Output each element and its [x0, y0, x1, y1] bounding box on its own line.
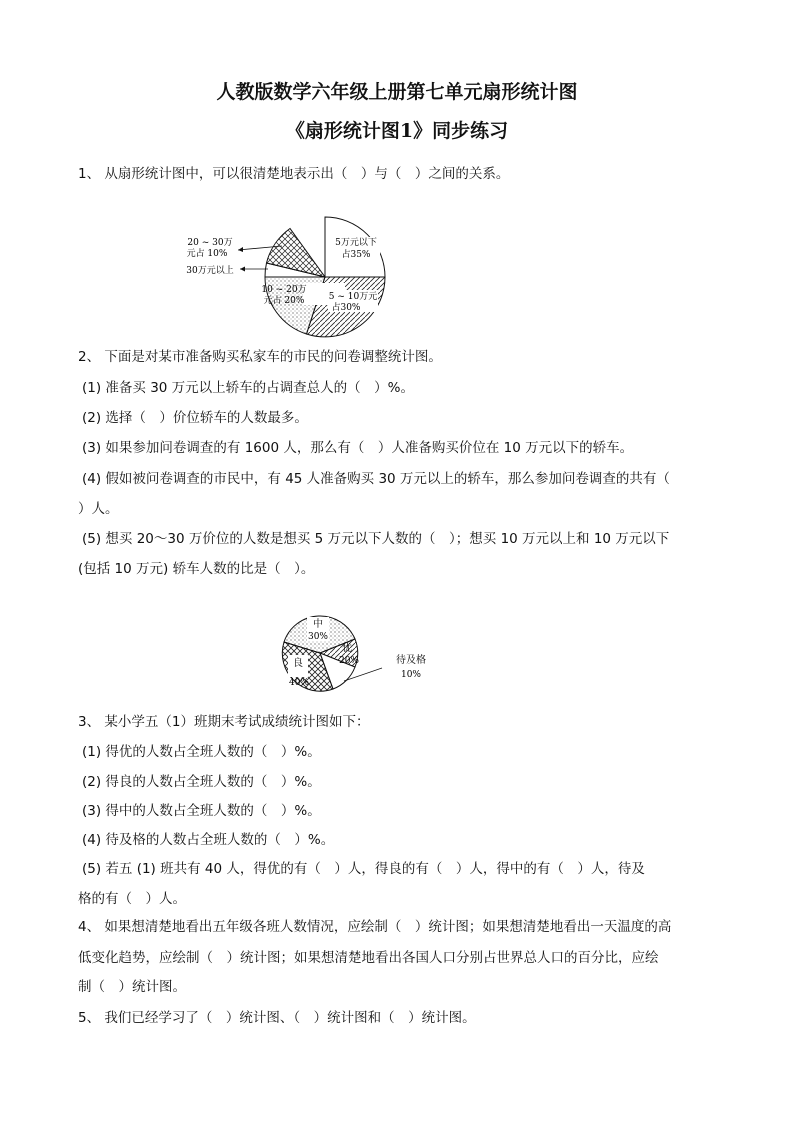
question-3-part-5: (5) 若五 (1) 班共有 40 人，得优的有（ ）人，得良的有（ ）人，得中的有（ ）人，待及 — [82, 861, 645, 877]
label-30wan-plus: 30万元以上 — [186, 266, 234, 276]
question-5: 5、 我们已经学习了（ ）统计图、（ ）统计图和（ ）统计图。 — [78, 1010, 476, 1026]
question-3-intro: 3、 某小学五（1）班期末考试成绩统计图如下： — [78, 714, 370, 730]
label-under-5wan: 5万元以下 — [335, 238, 377, 248]
question-2-part-5-cont: (包括 10 万元) 轿车人数的比是（ ）。 — [78, 561, 315, 577]
pct-you: 20% — [338, 656, 360, 666]
pct-liang: 40% — [288, 678, 310, 688]
pct-under-5wan: 占35% — [341, 250, 371, 260]
pct-zhong: 30% — [307, 632, 329, 642]
pct-daijige: 10% — [400, 670, 422, 680]
page-subtitle: 《扇形统计图1》同步练习 — [285, 120, 509, 142]
page-title: 人教版数学六年级上册第七单元扇形统计图 — [216, 81, 578, 103]
question-4-cont-1: 低变化趋势，应绘制（ ）统计图；如果想清楚地看出各国人口分别占世界总人口的百分比，应绘 — [78, 950, 659, 966]
pie-chart-grades — [270, 603, 435, 705]
question-3-part-3: (3) 得中的人数占全班人数的（ ）%。 — [82, 803, 321, 819]
label-you: 优 — [342, 643, 352, 654]
label-5-10wan: 5 ~ 10万元 — [328, 292, 378, 302]
label-zhong: 中 — [313, 619, 323, 630]
question-3-part-4: (4) 待及格的人数占全班人数的（ ）%。 — [82, 832, 335, 848]
pct-10-20wan: 元占 20% — [263, 296, 305, 306]
question-2-part-4: (4) 假如被问卷调查的市民中，有 45 人准备购买 30 万元以上的轿车，那么参加问卷调查的共有（ — [82, 471, 670, 487]
question-1: 1、 从扇形统计图中，可以很清楚地表示出（ ）与（ ）之间的关系。 — [78, 166, 510, 182]
question-3-part-1: (1) 得优的人数占全班人数的（ ）%。 — [82, 744, 321, 760]
question-2-part-3: (3) 如果参加问卷调查的有 1600 人，那么有（ ）人准备购买价位在 10 万元以下的轿车。 — [82, 440, 634, 456]
label-daijige: 待及格 — [396, 655, 426, 666]
question-3-part-2: (2) 得良的人数占全班人数的（ ）%。 — [82, 774, 321, 790]
pie-chart-car-prices — [180, 212, 390, 342]
question-3-part-5-cont: 格的有（ ）人。 — [78, 891, 186, 907]
label-10-20wan: 10 ~ 20万 — [261, 285, 307, 295]
question-2-part-2: (2) 选择（ ）价位轿车的人数最多。 — [82, 410, 308, 426]
question-2-part-1: (1) 准备买 30 万元以上轿车的占调查总人的（ ）%。 — [82, 380, 415, 396]
pct-20-30wan: 元占 10% — [186, 249, 228, 259]
question-4: 4、 如果想清楚地看出五年级各班人数情况，应绘制（ ）统计图；如果想清楚地看出一天温度的高 — [78, 919, 672, 935]
question-2-part-4-cont: ）人。 — [78, 501, 119, 517]
label-liang: 良 — [293, 658, 303, 669]
question-2-part-5: (5) 想买 20～30 万价位的人数是想买 5 万元以下人数的（ ）；想买 10 万元以上和 10 万元以下 — [82, 531, 670, 547]
question-2-intro: 2、 下面是对某市准备购买私家车的市民的问卷调整统计图。 — [78, 349, 442, 365]
label-20-30wan: 20 ~ 30万 — [187, 238, 233, 248]
pct-5-10wan: 占30% — [331, 303, 361, 313]
question-4-cont-2: 制（ ）统计图。 — [78, 979, 186, 995]
